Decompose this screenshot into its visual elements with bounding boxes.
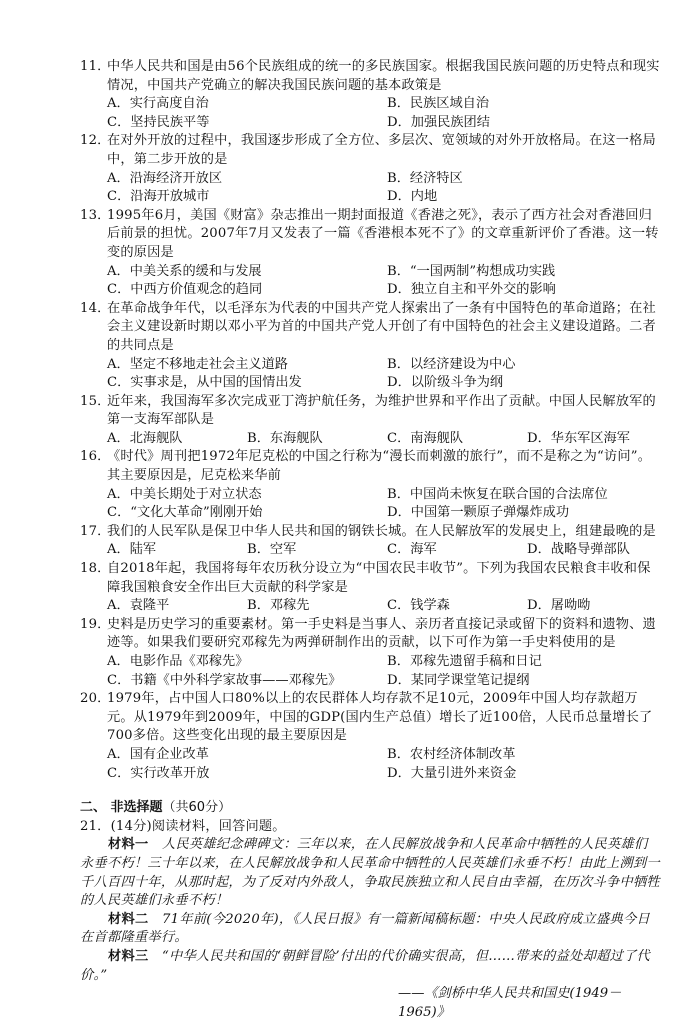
answer-options (80, 356, 660, 393)
answer-option: C．实行改革开放 (107, 765, 210, 781)
answer-option: D．中国第一颗原子弹爆炸成功 (387, 505, 570, 521)
answer-option: D．某同学课堂笔记提纲 (387, 672, 530, 688)
question-item (80, 523, 660, 560)
answer-option: B．经济特区 (387, 170, 463, 186)
question-text: 中华人民共和国是由56个民族组成的统一的多民族国家。根据我国民族问题的历史特点和现实情况，中国共产党确立的解决我国民族问题的基本政策是 (107, 59, 660, 93)
answer-option: C．“文化大革命”刚刚开始 (107, 505, 263, 521)
answer-option: C．沿海开放城市 (107, 189, 210, 205)
question-text: 1995年6月，美国《财富》杂志推出一期封面报道《香港之死》，表示了西方社会对香港回归后前景的担忧。2007年7月又发表了一篇《香港根本死不了》的文章重新评价了香港。这一转变的原因是 (107, 207, 659, 260)
answer-options (80, 263, 660, 300)
answer-options (80, 541, 660, 560)
answer-option: B．“一国两制”构想成功实践 (387, 263, 556, 279)
answer-option: A．国有企业改革 (107, 746, 209, 762)
question-number: 15． (80, 393, 111, 409)
answer-option: C．实事求是，从中国的国情出发 (107, 375, 302, 391)
question-number: 18． (80, 561, 111, 577)
question-number: 14． (80, 300, 111, 316)
question-item (80, 132, 660, 206)
question-stem (80, 448, 660, 485)
question-text: 近年来，我国海军多次完成亚丁湾护航任务，为维护世界和平作出了贡献。中国人民解放军的第一支海军部队是 (107, 393, 656, 428)
answer-options (80, 486, 660, 523)
answer-option: D．内地 (387, 189, 438, 205)
answer-options (80, 597, 660, 616)
section-title: 二、 非选择题 (80, 800, 163, 816)
answer-options (80, 170, 660, 207)
exam-page (80, 58, 660, 1022)
answer-option: C．钱学森 (387, 598, 450, 614)
question-text: 在对外开放的过程中，我国逐步形成了全方位、多层次、宽领域的对外开放格局。在这一格局中，第二步开放的是 (107, 133, 656, 167)
question-21-stem: 21．(14分)阅读材料，回答问题。 (80, 818, 286, 834)
question-text: 1979年，占中国人口80%以上的农民群体人均存款不足10元，2009年中国人均存款超万元。从1979年到2009年，中国的GDP(国内生产总值）增长了近100倍，人民币总量增长了700多倍。这些变化出现的最主要原因是 (107, 691, 653, 744)
answer-option: A．电影作品《邓稼先》 (107, 654, 249, 669)
answer-option: D．华东军区海军 (527, 430, 630, 446)
question-number: 12． (80, 133, 111, 149)
answer-option: D．战略导弹部队 (527, 542, 630, 558)
question-number: 17． (80, 523, 111, 539)
question-text: 我们的人民军队是保卫中华人民共和国的钢铁长城。在人民解放军的发展史上，组建最晚的是 (107, 523, 656, 539)
material-item (80, 836, 660, 910)
answer-option: C．南海舰队 (387, 430, 464, 446)
question-item (80, 393, 660, 449)
question-stem (80, 58, 660, 95)
question-text: 自2018年起，我国将每年农历秋分设立为“中国农民丰收节”。下列为我国农民粮食丰收和保障我国粮食安全作出巨大贡献的科学家是 (107, 561, 651, 595)
answer-option: A．坚定不移地走社会主义道路 (107, 356, 288, 372)
question-text: 在革命战争年代，以毛泽东为代表的中国共产党人探索出了一条有中国特色的革命道路；在社会主义建设新时期以邓小平为首的中国共产党人开创了有中国特色的社会主义建设道路。二者的共同点是 (107, 300, 656, 353)
question-stem (80, 207, 660, 263)
answer-option: D．以阶级斗争为纲 (387, 375, 504, 391)
question-item (80, 207, 660, 300)
section-score: （共60分） (162, 800, 232, 816)
answer-option: A．实行高度自治 (107, 96, 209, 112)
question-stem (80, 300, 660, 356)
multiple-choice-questions (80, 58, 660, 783)
answer-options (80, 746, 660, 783)
answer-option: B．以经济建设为中心 (387, 356, 516, 372)
answer-option: C．海军 (387, 542, 437, 558)
material-source (80, 985, 660, 1022)
question-item (80, 690, 660, 783)
question-item (80, 58, 660, 132)
answer-option: A．沿海经济开放区 (107, 170, 223, 186)
question-stem (80, 690, 660, 746)
answer-option: A．袁隆平 (107, 598, 170, 614)
question-number: 20． (80, 691, 111, 707)
material-source-text: ——《剑桥中华人民共和国史(1949－1965)》 (398, 986, 622, 1020)
material-label: 材料一 (108, 837, 149, 853)
answer-options (80, 95, 660, 132)
question-stem (80, 560, 660, 597)
answer-option: A．中美长期处于对立状态 (107, 486, 262, 502)
answer-option: A．北海舰队 (107, 430, 183, 446)
question-number: 16． (80, 449, 111, 465)
answer-option: B．农村经济体制改革 (387, 746, 516, 762)
section-heading (80, 799, 660, 818)
question-item (80, 448, 660, 522)
question-stem (80, 132, 660, 169)
answer-option: B．中国尚未恢复在联合国的合法席位 (387, 486, 608, 502)
question-stem (80, 616, 660, 653)
question-21 (80, 818, 660, 1022)
material-label: 材料二 (108, 911, 149, 927)
answer-option: D．加强民族团结 (387, 114, 490, 130)
question-text: 《时代》周刊把1972年尼克松的中国之行称为“漫长而刺激的旅行”，而不是称之为“访问”。其主要原因是，尼克松来华前 (107, 449, 652, 484)
answer-option: D．独立自主和平外交的影响 (387, 282, 556, 298)
answer-option: D．屠呦呦 (527, 598, 591, 614)
question-stem (80, 393, 660, 430)
answer-options (80, 653, 660, 690)
question-item (80, 560, 660, 616)
material-text: “中华人民共和国的‘朝鲜冒险’付出的代价确实很高，但……带来的益处却超过了代价。” (80, 948, 651, 983)
answer-option: B．东海舰队 (247, 430, 323, 446)
answer-option: B．邓稼先遗留手稿和日记 (387, 654, 542, 669)
materials (80, 836, 660, 985)
answer-option: C．坚持民族平等 (107, 114, 210, 130)
question-text: 史料是历史学习的重要素材。第一手史料是当事人、亲历者直接记录或留下的资料和遗物、遗迹等。如果我们要研究邓稼先为两弹研制作出的贡献，以下可作为第一手史料使用的是 (107, 616, 656, 651)
material-text: 71年前(今2020年)，《人民日报》有一篇新闻稿标题：中央人民政府成立盛典今日在首都隆重举行。 (80, 911, 650, 946)
answer-option: B．民族区域自治 (387, 96, 490, 112)
answer-options (80, 430, 660, 449)
question-item (80, 300, 660, 393)
answer-option: A．陆军 (107, 542, 157, 558)
question-stem (80, 523, 660, 542)
answer-option: C．中西方价值观念的趋同 (107, 282, 263, 298)
material-item (80, 948, 660, 985)
answer-option: B．空军 (247, 542, 297, 558)
answer-option: C．书籍《中外科学家故事——邓稼先》 (107, 672, 342, 688)
answer-option: B．邓稼先 (247, 598, 310, 614)
answer-option: D．大量引进外来资金 (387, 765, 517, 781)
material-label: 材料三 (108, 948, 149, 964)
material-item (80, 911, 660, 948)
material-text: 人民英雄纪念碑碑文：三年以来，在人民解放战争和人民革命中牺牲的人民英雄们永垂不朽！三十年以来，在人民解放战争和人民革命中牺牲的人民英雄们永垂不朽！由此上溯到一千八百四十年，从那时起，为了反对内外敌人，争取民族独立和人民自由幸福，在历次斗争中牺牲的人民英雄们永垂不朽！ (80, 837, 660, 909)
question-number: 19． (80, 616, 111, 632)
question-number: 13． (80, 207, 111, 223)
question-item (80, 616, 660, 690)
question-number: 11． (80, 59, 111, 74)
answer-option: A．中美关系的缓和与发展 (107, 263, 262, 279)
